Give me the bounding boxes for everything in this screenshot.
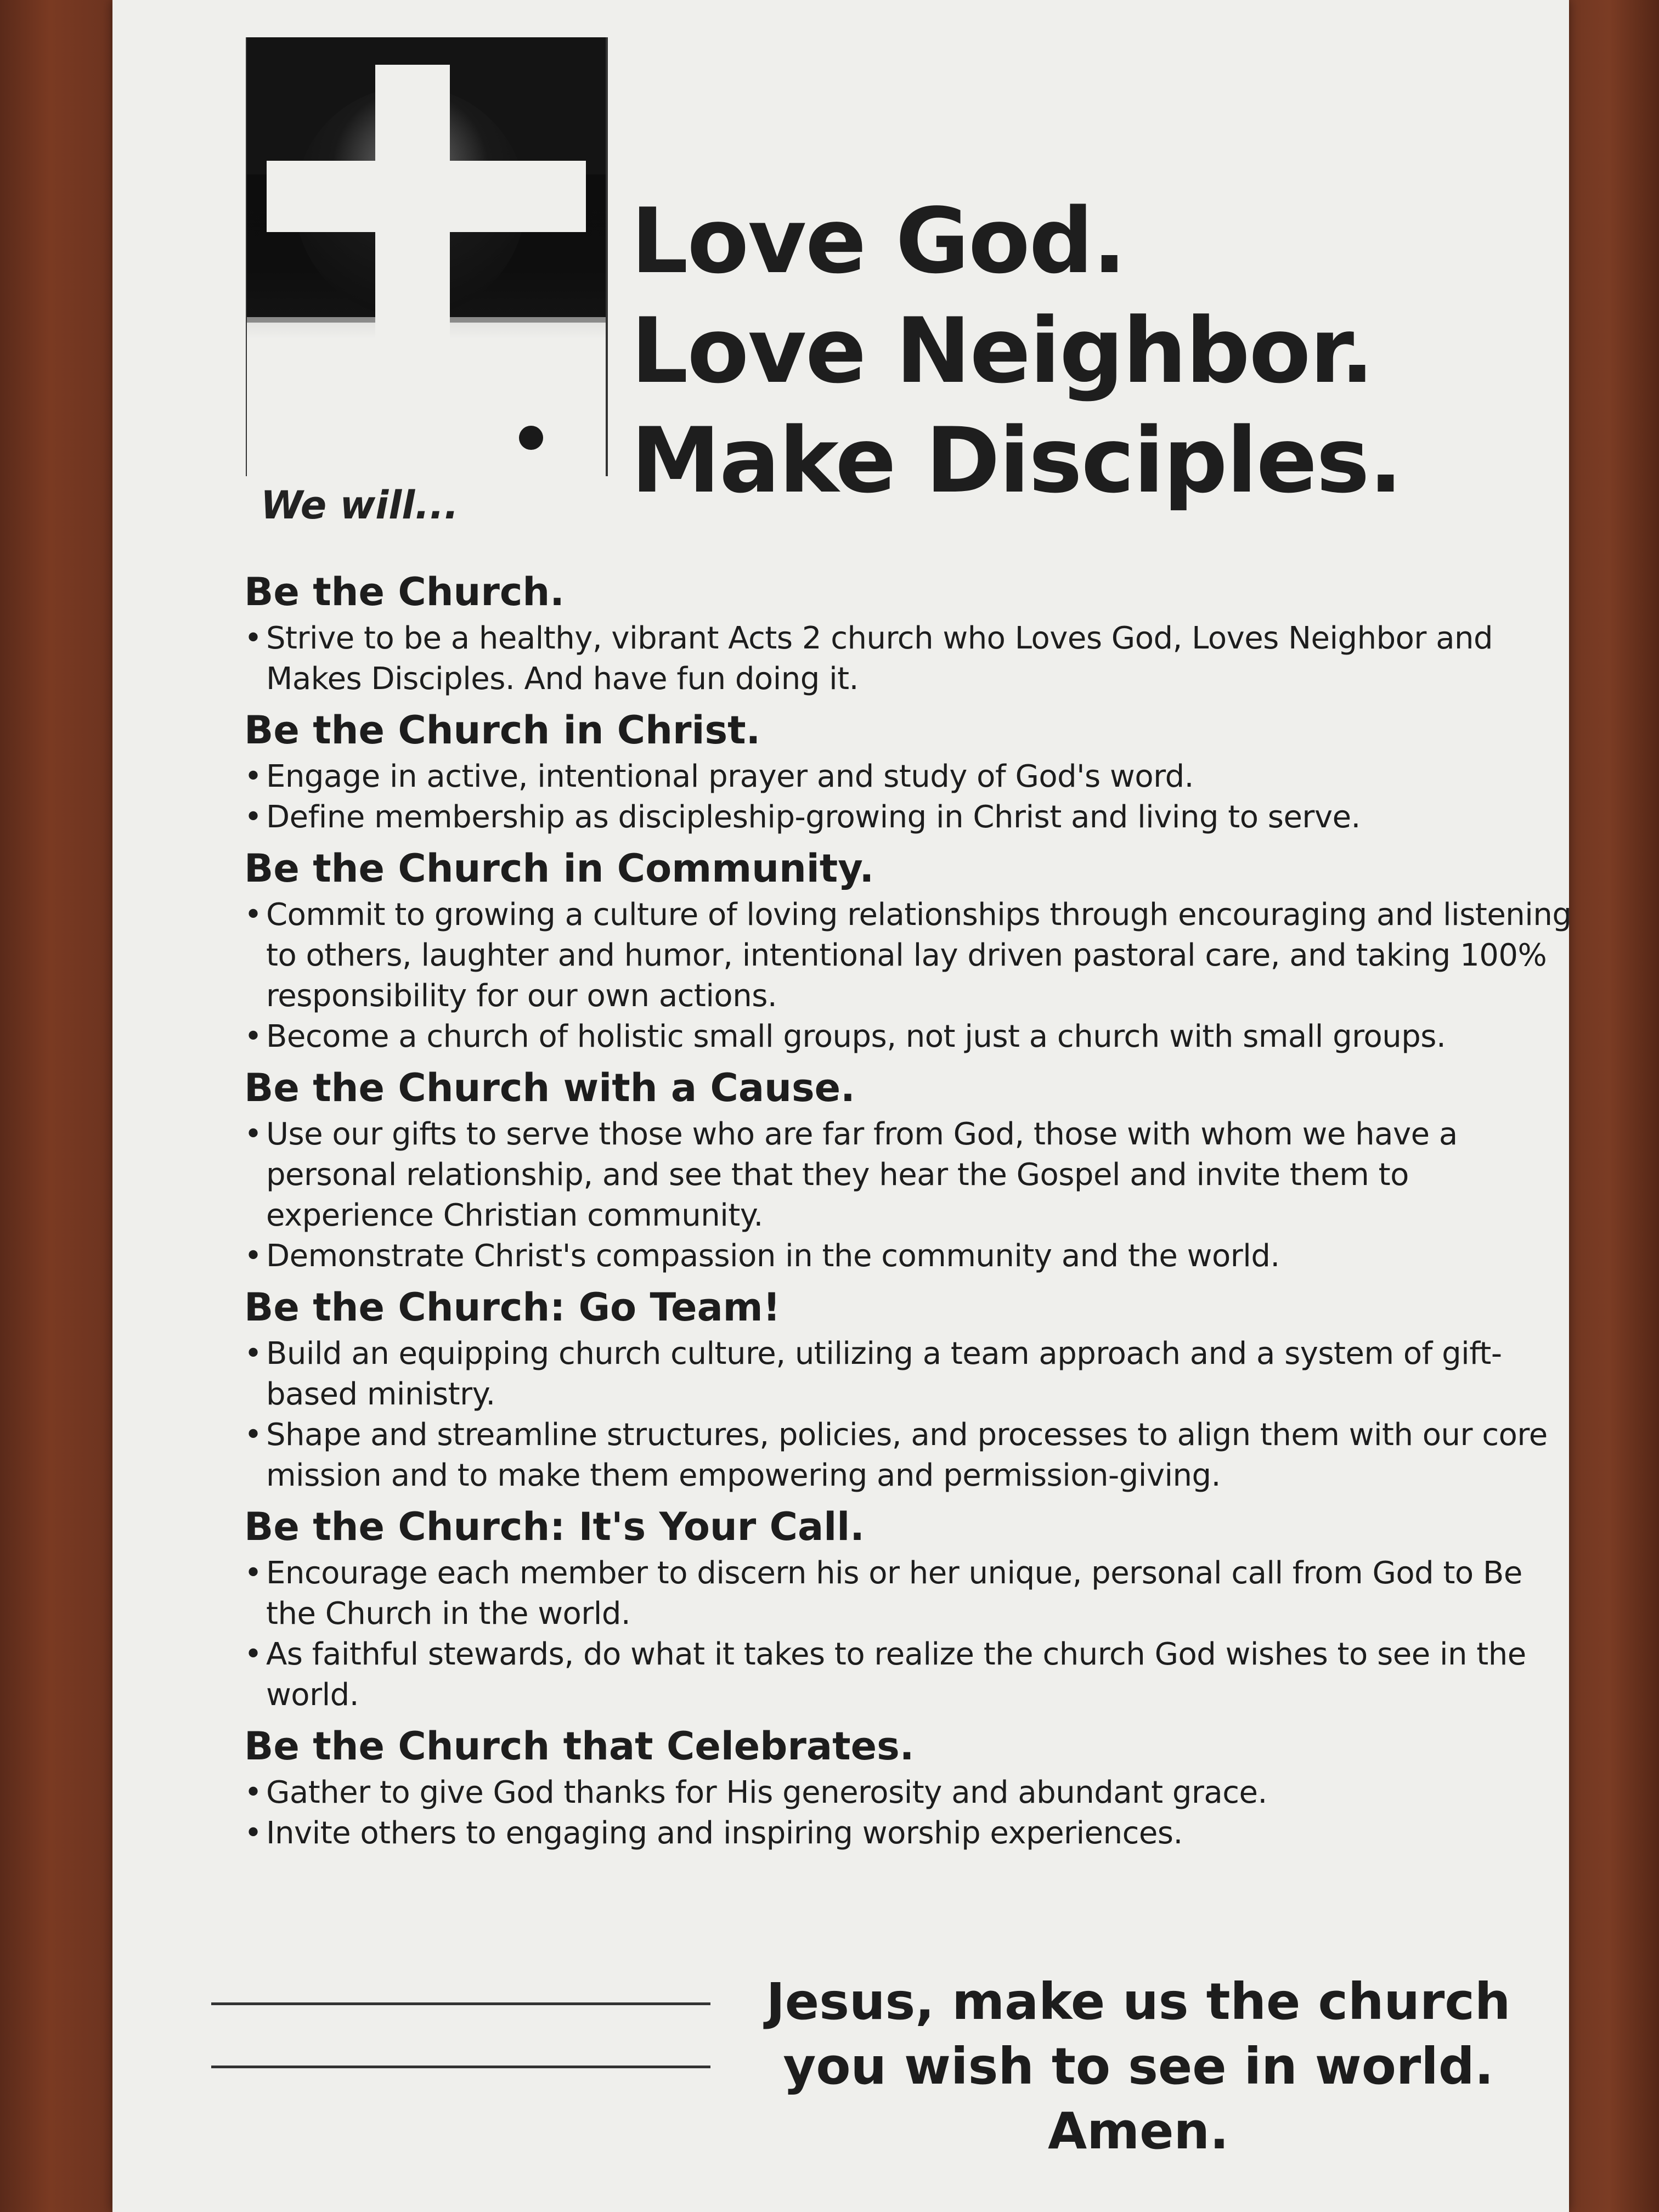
list-item: • Encourage each member to discern his or her unique, personal call from God to Be the Church in the world.	[244, 1553, 1572, 1634]
section-title: Be the Church with a Cause.	[244, 1065, 855, 1110]
section	[244, 706, 1572, 838]
section-title: Be the Church in Christ.	[244, 708, 761, 753]
section	[244, 1283, 1572, 1496]
section	[244, 1503, 1572, 1716]
intro-text: We will...	[261, 483, 459, 528]
list-item: • As faithful stewards, do what it takes to realize the church God wishes to see in the world.	[244, 1634, 1572, 1716]
list-item: • Engage in active, intentional prayer and study of God's word.	[244, 757, 1572, 797]
slogan-line-3: Make Disciples.	[631, 408, 1402, 513]
list-item: • Strive to be a healthy, vibrant Acts 2 church who Loves God, Loves Neighbor and Makes Disciples. And have fun doing it.	[244, 618, 1572, 699]
section	[244, 1064, 1572, 1277]
mission-sections	[244, 568, 1572, 1860]
slogan-line-2: Love Neighbor.	[631, 298, 1374, 403]
slogan-line-1: Love God.	[631, 189, 1126, 294]
section-title: Be the Church in Community.	[244, 846, 874, 891]
list-item: • Use our gifts to serve those who are far from God, those with whom we have a personal relationship, and see that they hear the Gospel and invite them to experience Christian community.	[244, 1114, 1572, 1236]
list-item: • Become a church of holistic small groups, not just a church with small groups.	[244, 1017, 1572, 1057]
section	[244, 1722, 1572, 1854]
section-title: Be the Church: It's Your Call.	[244, 1504, 865, 1549]
list-item: • Invite others to engaging and inspiring worship experiences.	[244, 1813, 1572, 1854]
signature-line[interactable]	[211, 2002, 710, 2005]
cross-logo-icon	[246, 37, 608, 476]
closing-prayer: Jesus, make us the church you wish to see in world. Amen.	[766, 1972, 1511, 2160]
list-item: • Demonstrate Christ's compassion in the community and the world.	[244, 1236, 1572, 1277]
list-item: • Commit to growing a culture of loving relationships through encouraging and listening to others, laughter and humor, intentional lay driven pastoral care, and taking 100% responsibility for our own actions.	[244, 895, 1572, 1017]
list-item: • Build an equipping church culture, utilizing a team approach and a system of gift-based ministry.	[244, 1334, 1572, 1415]
list-item: • Gather to give God thanks for His generosity and abundant grace.	[244, 1773, 1572, 1813]
flyer-page	[112, 0, 1572, 2212]
slogan	[631, 187, 1402, 516]
list-item: • Shape and streamline structures, policies, and processes to align them with our core mission and to make them empowering and permission-giving.	[244, 1415, 1572, 1496]
section	[244, 568, 1572, 699]
section-title: Be the Church.	[244, 569, 565, 614]
signature-line[interactable]	[211, 2066, 710, 2068]
section-title: Be the Church that Celebrates.	[244, 1724, 915, 1769]
section	[244, 844, 1572, 1057]
section-title: Be the Church: Go Team!	[244, 1285, 781, 1330]
list-item: • Define membership as discipleship-growing in Christ and living to serve.	[244, 797, 1572, 838]
